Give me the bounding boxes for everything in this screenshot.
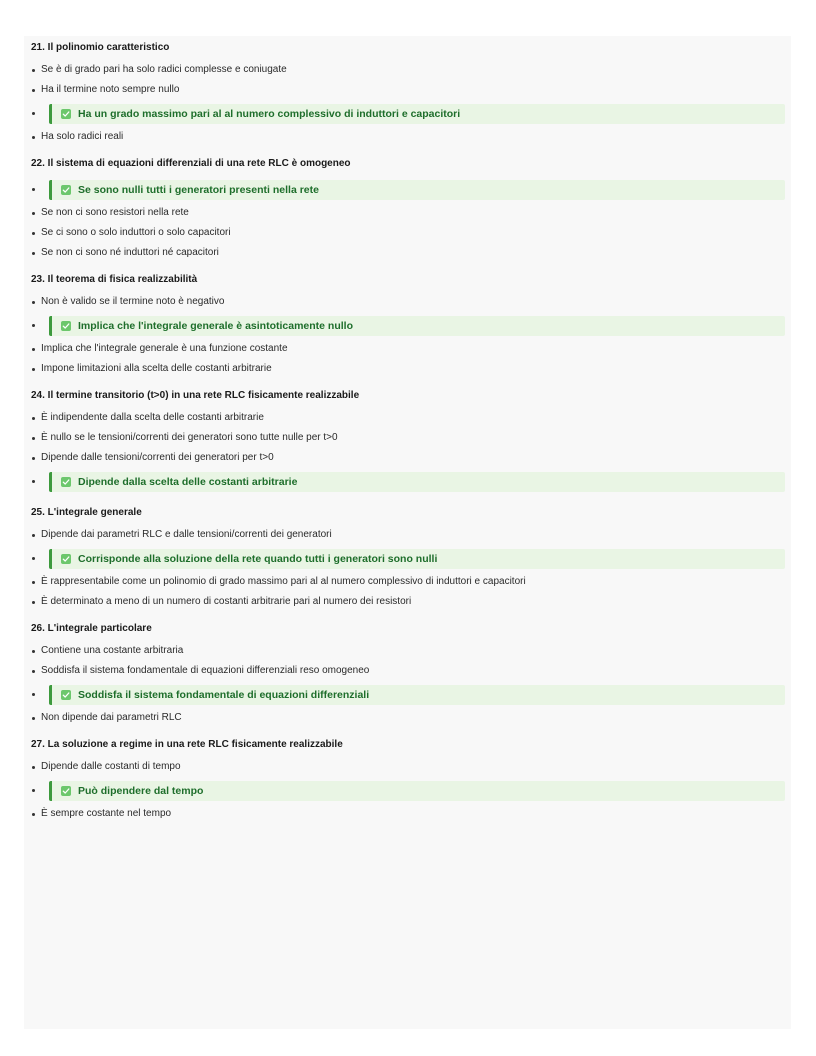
answer-item-correct xyxy=(31,104,785,124)
answer-item xyxy=(31,84,785,96)
question-block xyxy=(31,739,785,820)
answer-text: È indipendente dalla scelta delle costanti arbitrarie xyxy=(41,412,264,423)
correct-answer-highlight xyxy=(49,549,785,569)
answer-list xyxy=(31,180,785,259)
answer-text: È nullo se le tensioni/correnti dei generatori sono tutte nulle per t>0 xyxy=(41,432,338,443)
question-title: 24. Il termine transitorio (t>0) in una rete RLC fisicamente realizzabile xyxy=(31,390,360,401)
answer-list xyxy=(31,296,785,375)
answer-item xyxy=(31,343,785,355)
answer-item xyxy=(31,529,785,541)
answer-text: Impone limitazioni alla scelta delle costanti arbitrarie xyxy=(41,363,272,374)
answer-list xyxy=(31,529,785,608)
answer-item-correct xyxy=(31,180,785,200)
answer-item xyxy=(31,808,785,820)
answer-text: Se ci sono o solo induttori o solo capacitori xyxy=(41,227,231,238)
answer-text: Corrisponde alla soluzione della rete quando tutti i generatori sono nulli xyxy=(78,553,438,565)
question-list xyxy=(31,42,785,820)
answer-item xyxy=(31,712,785,724)
checkbox-check-icon xyxy=(61,554,71,564)
answer-text: Non è valido se il termine noto è negativo xyxy=(41,296,225,307)
answer-item xyxy=(31,645,785,657)
correct-answer-highlight xyxy=(49,180,785,200)
question-title: 25. L'integrale generale xyxy=(31,507,142,518)
answer-item xyxy=(31,227,785,239)
answer-text: Dipende dalle tensioni/correnti dei generatori per t>0 xyxy=(41,452,274,463)
checkbox-check-icon xyxy=(61,185,71,195)
answer-item xyxy=(31,363,785,375)
answer-text: Ha solo radici reali xyxy=(41,131,124,142)
answer-item xyxy=(31,207,785,219)
checkbox-check-icon xyxy=(61,690,71,700)
question-block xyxy=(31,158,785,259)
correct-answer-highlight xyxy=(49,104,785,124)
answer-item-correct xyxy=(31,316,785,336)
correct-answer-highlight xyxy=(49,685,785,705)
answer-text: Dipende dalle costanti di tempo xyxy=(41,761,181,772)
answer-text: Implica che l'integrale generale è una funzione costante xyxy=(41,343,288,354)
answer-text: Contiene una costante arbitraria xyxy=(41,645,184,656)
answer-text: Dipende dalla scelta delle costanti arbitrarie xyxy=(78,476,298,488)
question-title: 27. La soluzione a regime in una rete RLC fisicamente realizzabile xyxy=(31,739,343,750)
answer-list xyxy=(31,645,785,724)
answer-item-correct xyxy=(31,685,785,705)
answer-text: Se sono nulli tutti i generatori presenti nella rete xyxy=(78,184,319,196)
answer-item-correct xyxy=(31,549,785,569)
answer-text: È determinato a meno di un numero di costanti arbitrarie pari al numero dei resistori xyxy=(41,596,412,607)
answer-item xyxy=(31,665,785,677)
answer-item xyxy=(31,761,785,773)
question-block xyxy=(31,42,785,143)
answer-item-correct xyxy=(31,472,785,492)
question-title: 23. Il teorema di fisica realizzabilità xyxy=(31,274,198,285)
checkbox-check-icon xyxy=(61,109,71,119)
checkbox-check-icon xyxy=(61,321,71,331)
answer-text: Se non ci sono resistori nella rete xyxy=(41,207,189,218)
answer-text: Dipende dai parametri RLC e dalle tensioni/correnti dei generatori xyxy=(41,529,332,540)
question-block xyxy=(31,274,785,375)
answer-item xyxy=(31,64,785,76)
answer-item xyxy=(31,296,785,308)
quiz-page xyxy=(24,36,791,1029)
correct-answer-highlight xyxy=(49,781,785,801)
answer-text: Implica che l'integrale generale è asintoticamente nullo xyxy=(78,320,353,332)
question-block xyxy=(31,507,785,608)
answer-item xyxy=(31,432,785,444)
answer-item xyxy=(31,576,785,588)
answer-text: È sempre costante nel tempo xyxy=(41,808,172,819)
answer-list xyxy=(31,761,785,820)
answer-list xyxy=(31,64,785,143)
answer-text: Può dipendere dal tempo xyxy=(78,785,204,797)
answer-text: Soddisfa il sistema fondamentale di equazioni differenziali reso omogeneo xyxy=(41,665,370,676)
answer-item xyxy=(31,247,785,259)
answer-item xyxy=(31,412,785,424)
answer-text: Ha il termine noto sempre nullo xyxy=(41,84,180,95)
answer-item xyxy=(31,452,785,464)
answer-text: Se non ci sono né induttori né capacitori xyxy=(41,247,219,258)
answer-text: È rappresentabile come un polinomio di grado massimo pari al al numero complessivo di induttori e capacitori xyxy=(41,576,526,587)
answer-text: Ha un grado massimo pari al al numero complessivo di induttori e capacitori xyxy=(78,108,461,120)
answer-item-correct xyxy=(31,781,785,801)
question-block xyxy=(31,390,785,492)
correct-answer-highlight xyxy=(49,316,785,336)
question-title: 26. L'integrale particolare xyxy=(31,623,152,634)
checkbox-check-icon xyxy=(61,786,71,796)
answer-item xyxy=(31,596,785,608)
question-title: 22. Il sistema di equazioni differenziali di una rete RLC è omogeneo xyxy=(31,158,351,169)
answer-list xyxy=(31,412,785,492)
answer-text: Soddisfa il sistema fondamentale di equazioni differenziali xyxy=(78,689,370,701)
answer-text: Se è di grado pari ha solo radici complesse e coniugate xyxy=(41,64,287,75)
question-title: 21. Il polinomio caratteristico xyxy=(31,42,170,53)
checkbox-check-icon xyxy=(61,477,71,487)
answer-text: Non dipende dai parametri RLC xyxy=(41,712,182,723)
answer-item xyxy=(31,131,785,143)
correct-answer-highlight xyxy=(49,472,785,492)
question-block xyxy=(31,623,785,724)
